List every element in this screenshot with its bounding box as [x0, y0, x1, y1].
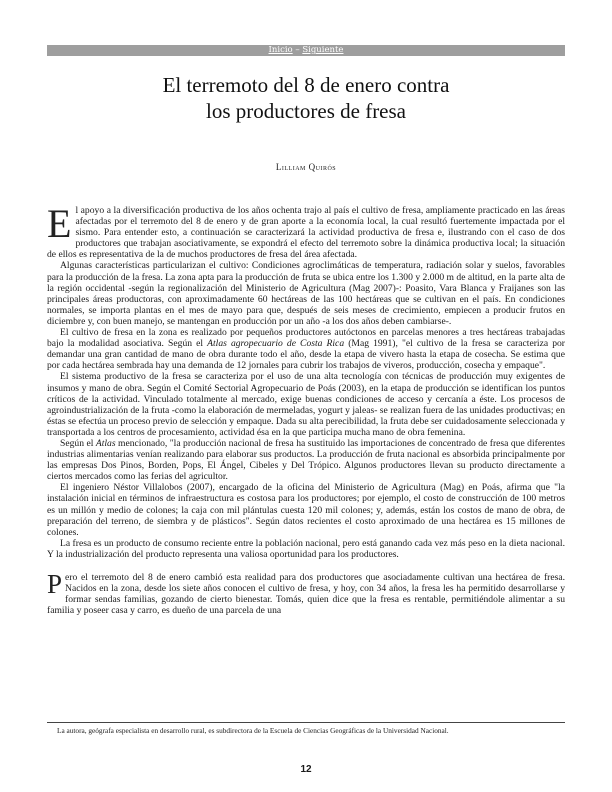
- inicio-link[interactable]: Inicio: [268, 45, 293, 55]
- paragraph-intro: El apoyo a la diversificación productiva de los años ochenta trajo al país el cultivo de fresa, ampliamente practicado en las áreas afectadas por el terremoto del 8 de enero y de gran aporte a la economía local, la cual resultó fuertemente impactada por el sismo. Para entender esto, a continuación se caracterizará la actividad productiva de fresa e, ilustrando con el caso de dos productores que trabajan asociativamente, se expondrá el efecto del terremoto sobre la dinámica productiva local; la situación de ellos es representativa de la de muchos productores de fresa del área afectada.: [47, 201, 565, 261]
- drop-cap-2: P: [47, 569, 63, 599]
- paragraph-consumption: La fresa es un producto de consumo reciente entre la población nacional, pero está ganando cada vez más peso en la dieta nacional. Y la industrialización del producto representa una valiosa oportunidad para los productores.: [47, 537, 565, 560]
- footnote-divider: [47, 722, 565, 723]
- paragraph-conditions: Algunas características particularizan el cultivo: Condiciones agroclimáticas de temperatura, radiación solar y suelos, favorables para la producción de la fresa. La zona apta para la producción de fruta se ubica entre los 1.300 y 2.000 m de altitud, en la parte alta de la región occidental -según la regionalización del Ministerio de Agricultura (Mag 2007)-: Poasito, Vara Blanca y Fraijanes son las principales áreas productoras, con aproximadamente 60 hectáreas de las 100 hectáreas que se cultivan en el país. En condiciones normales, se importa plantas en el mes de mayo para que, después de seis meses de crecimiento, empiecen a producir frutos en diciembre y, con buen manejo, se mantengan en producción por un año -a los dos años deben cambiarse-.: [47, 260, 565, 327]
- footnote: La autora, geógrafa especialista en desarrollo rural, es subdirectora de la Escuela de Ciencias Geográficas de la Universidad Nacional.: [57, 726, 449, 735]
- paragraph-production-system: El sistema productivo de la fresa se caracteriza por el uso de una alta tecnología con técnicas de producción muy exigentes de insumos y mano de obra. Según el Comité Sectorial Agropecuario de Poás (2003), en la etapa de producción se identifican los puntos críticos de la actividad. Vinculado totalmente al mercado, exige buenas condiciones de acceso y cercanía a éste. Los procesos de agroindustrialización de la fruta -como la elaboración de mermeladas, yogurt y jaleas- se realizan fuera de las unidades productivas; en éstas se efectúa un proceso previo de selección y empaque. Dada su alta perecibilidad, la fruta debe ser cuidadosamente seleccionada y transportada a los centros de procesamiento, actividad ésa en la que participa mucha mano de obra femenina.: [47, 371, 565, 438]
- navigation-bar: [47, 45, 565, 56]
- article-body: [47, 201, 565, 617]
- nav-separator: –: [292, 45, 303, 55]
- paragraph-earthquake: Pero el terremoto del 8 de enero cambió esta realidad para dos productores que asociadamente cultivan una hectárea de fresa. Nacidos en la zona, desde los siete años conocen el cultivo de fresa, y hoy, con 34 años, la fresa les ha permitido desarrollarse y formar sendas familias, gozando de cierto bienestar. Tomás, quien dice que la fresa es rentable, permitiéndole alimentar a su familia y poseer casa y carro, es dueño de una parcela de una: [47, 569, 565, 617]
- title-line-2: los productores de fresa: [205, 99, 406, 123]
- drop-cap: E: [47, 201, 72, 246]
- paragraph-cultivation: El cultivo de fresa en la zona es realizado por pequeños productores autóctonos en parcelas menores a tres hectáreas trabajadas bajo la modalidad asociativa. Según el Atlas agropecuario de Costa Rica (Mag 1991), "el cultivo de la fresa se caracteriza por demandar una gran cantidad de mano de obra durante todo el año, desde la etapa de vivero hasta la etapa de cosecha. Se estima que por cada hectárea sembrada hay una demanda de 12 jornales para cubrir los trabajos de viveros, producción, cosecha y empaque".: [47, 327, 565, 372]
- author-name: Lilliam Quirós: [275, 162, 337, 172]
- title-line-1: El terremoto del 8 de enero contra: [162, 73, 450, 97]
- article-title: [47, 72, 565, 124]
- paragraph-national-production: Según el Atlas mencionado, "la producción nacional de fresa ha sustituido las importaciones de concentrado de fresa que diferentes industrias alimentarias venían realizando para elaborar sus productos. La producción de fruta nacional es absorbida principalmente por las empresas Dos Pinos, Borden, Pops, El Ángel, Cibeles y Del Trópico. Algunos productores llevan su producto directamente a ciertos mercados como las ferias del agricultor.: [47, 437, 565, 483]
- paragraph-costs: El ingeniero Néstor Villalobos (2007), encargado de la oficina del Ministerio de Agricultura (Mag) en Poás, afirma que "la instalación inicial en términos de infraestructura es costosa para los productores; por ejemplo, el costo de construcción de 100 metros es un millón y medio de colones; la caja con mil plántulas cuesta 120 mil colones; y, además, están los costos de mano de obra, de preparación del terreno, de siembra y de plásticos". Según datos recientes el costo aproximado de una hectárea es 15 millones de colones.: [47, 482, 565, 538]
- page-number: 12: [300, 764, 312, 775]
- siguiente-link[interactable]: Siguiente: [302, 45, 344, 55]
